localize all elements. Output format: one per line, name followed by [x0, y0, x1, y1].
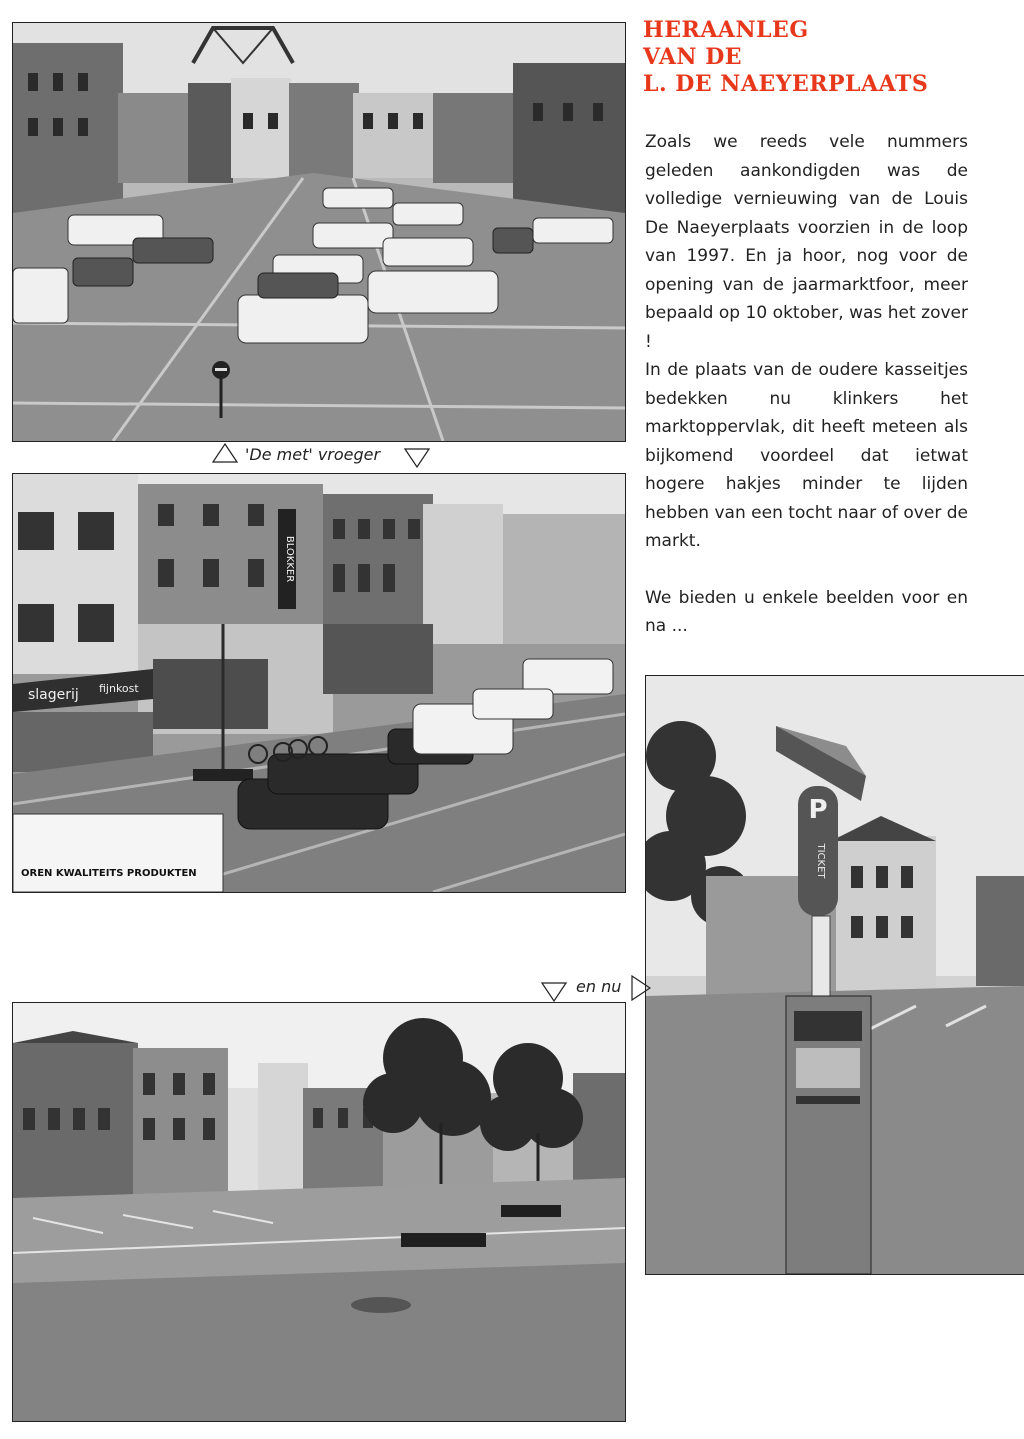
- awning-text-fijnkost: fijnkost: [99, 682, 139, 695]
- triangle-up-icon: [212, 443, 238, 463]
- title-line-2: VAN DE: [643, 44, 743, 70]
- photo-square-before-parking: [12, 22, 626, 442]
- paragraph-3: We bieden u enkele beelden voor en na ...: [645, 587, 968, 636]
- photo-square-after: [12, 1002, 626, 1422]
- caption-before: 'De met' vroeger: [245, 445, 381, 464]
- title-line-1: HERAANLEG: [643, 17, 809, 43]
- triangle-down-icon: [404, 448, 430, 468]
- triangle-right-icon: [631, 975, 651, 1001]
- photo-square-before-shops: [12, 473, 626, 893]
- photo-parking-ticket-machine: [645, 675, 1024, 1275]
- blokker-sign-text: BLOKKER: [284, 535, 295, 583]
- ticket-sign: TICKET: [815, 843, 826, 879]
- caption-after: en nu: [576, 977, 622, 996]
- article-title: [643, 17, 1013, 98]
- article-body: [645, 128, 968, 641]
- paragraph-1: Zoals we reeds vele nummers geleden aankondigden was de volledige vernieuwing van de Louis De Naeyerplaats voorzien in de loop van 1997. En ja hoor, nog voor de opening van de jaarmarktfoor, meer bepaald op 10 oktober, was het zover !: [645, 132, 968, 352]
- awning-text-slagerij: slagerij: [28, 687, 79, 703]
- paragraph-2: In de plaats van de oudere kasseitjes bedekken nu klinkers het marktoppervlak, dit heeft meteen als bijkomend voordeel dat ietwat hogere hakjes minder te lijden hebben van een tocht naar of over de markt.: [645, 360, 968, 551]
- truck-text: OREN KWALITEITS PRODUKTEN: [21, 868, 197, 879]
- parking-p-sign: P: [808, 795, 828, 825]
- triangle-down-icon: [541, 982, 567, 1002]
- title-line-3: L. DE NAEYERPLAATS: [643, 71, 929, 97]
